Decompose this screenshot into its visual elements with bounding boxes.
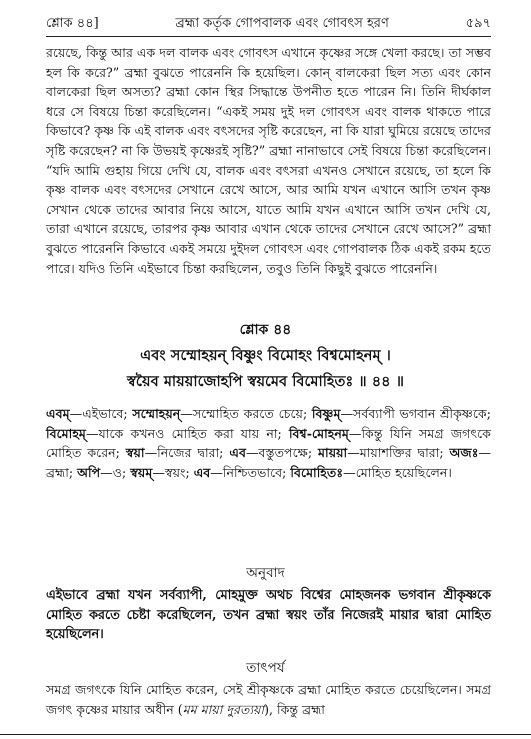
wm-word: অপি <box>77 464 101 480</box>
wm-meaning: মায়াশক্তির দ্বারা; <box>359 445 450 461</box>
page-header <box>46 14 491 34</box>
wm-meaning: ব্রহ্মা; <box>46 464 78 480</box>
running-title: ব্রহ্মা কর্তৃক গোপবালক এবং গোবৎস হরণ <box>175 16 389 31</box>
header-rule <box>46 36 491 37</box>
verse-heading: শ্লোক ৪৪ <box>239 322 292 338</box>
wm-meaning: নিশ্চিতভাবে; <box>222 464 291 480</box>
purport-heading: তাৎপর্য <box>246 660 285 676</box>
chapter-verse-ref: শ্লোক ৪৪] <box>46 16 99 31</box>
verse-line-1: এবং সম্মোহয়ন্ বিষ্ণুং বিমোহং বিশ্বমোহনম্ । <box>140 347 391 364</box>
wm-word: এব <box>229 445 246 461</box>
wm-word: সম্মোহয়ন্ <box>132 406 181 421</box>
verse-line-2: স্বয়ৈব মায়য়াজোহপি স্বয়মেব বিমোহিতঃ ॥ ৪৪ ॥ <box>127 373 404 390</box>
purport-text <box>46 680 491 719</box>
wm-meaning: নিজের দ্বারা; <box>157 445 230 461</box>
wm-meaning: এইভাবে; <box>82 406 133 421</box>
wm-meaning: কিন্তু যিনি সমগ্র জগৎকে মোহিত করেন; <box>46 425 491 461</box>
wm-word: এবম্ <box>46 406 70 421</box>
wm-meaning: মোহিত হয়েছিলেন। <box>355 464 452 480</box>
wm-word: এব <box>193 464 211 480</box>
wm-meaning: ও; <box>112 464 131 480</box>
wm-word: বিশ্ব-মোহনম্ <box>288 425 349 441</box>
body-paragraph: রয়েছে, কিন্তু আর এক দল বালক এবং গোবৎস এখানে কৃষ্ণের সঙ্গে খেলা করছে। তা সম্ভব হল কি করে?” ব্রহ্মা বুঝতে পারেননি কি হয়েছিল। কোন্ বালকেরা ছিল সত্য এবং কোন বালকেরা ছিল অসত্য? ব্রহ্মা কোন স্থির সিদ্ধান্তে উপনীত হতে পারেন নি। তিনি দীর্ঘকাল ধরে সে বিষয়ে চিন্তা করেছিলেন। “একই সময় দুই দল গোবৎস এবং বালক থাকতে পারে কিভাবে? কৃষ্ণ কি এই বালক এবং বৎসদের সৃষ্টি করেছেন, না কি যারা ঘুমিয়ে রয়েছে তাদের সৃষ্টি করেছেন? না কি উভয়ই কৃষ্ণেরই সৃষ্টি?” ব্রহ্মা নানাভাবে সেই বিষয়ে চিন্তা করেছিলেন। “যদি আমি গুহায় গিয়ে দেখি যে, বালক এবং বৎসরা এখনও সেখানে রয়েছে, তা হলে কি কৃষ্ণ বালক এবং বৎসদের সেখানে রেখে আসে, আর আমি যখন এখানে আসি তখন কৃষ্ণ সেখান থেকে তাদের আবার নিয়ে আসে, যাতে আমি যখন এখানে আসি তখন দেখি যে, তারা এখানে রয়েছে, তারপর কৃষ্ণ আবার এখান থেকে তাদের সেখানে রেখে আসে?” ব্রহ্মা বুঝতে পারেননি কিভাবে একই সময়ে দুইদল গোবৎস এবং গোপবালক ঠিক একই রকম হতে পারে। যদিও তিনি এইভাবে চিন্তা করছিলেন, তবুও তিনি কিছুই বুঝতে পারেননি। <box>46 45 491 276</box>
purport-start: সমগ্র জগৎকে যিনি মোহিত করেন, সেই শ্রীকৃষ্ণকে ব্রহ্মা মোহিত করতে চেয়েছিলেন। সমগ্র জগৎ কৃষ্ণের মায়ার অধীন ( <box>46 682 491 717</box>
purport-quote: মম মায়া দুরত্যয়া <box>182 701 265 717</box>
wm-word: অজঃ <box>449 445 479 461</box>
wm-word: মায়য়া <box>318 445 348 461</box>
wm-meaning: স্বয়ং; <box>164 464 194 480</box>
wm-word: বিমোহম্ <box>46 425 86 441</box>
footer-rule <box>0 734 531 735</box>
wm-meaning: সম্মোহিত করতে চেয়ে; <box>192 406 312 421</box>
purport-end: ), কিন্তু ব্রহ্মা <box>264 701 325 717</box>
wm-meaning: সর্বব্যাপী ভগবান শ্রীকৃষ্ণকে; <box>353 406 491 421</box>
translation-text: এইভাবে ব্রহ্মা যখন সর্বব্যাপী, মোহমুক্ত অথচ বিশ্বের মোহজনক ভগবান শ্রীকৃষ্ণকে মোহিত করতে চেষ্টা করেছিলেন, তখন ব্রহ্মা স্বয়ং তাঁর নিজেরই মায়ার দ্বারা মোহিত হয়েছিলেন। <box>46 588 491 643</box>
wm-word: স্বয়া <box>125 445 145 461</box>
translation-heading: অনুবাদ <box>246 565 285 581</box>
wm-word: বিষ্ণুম্ <box>311 406 341 421</box>
wm-word: স্বয়ম্ <box>130 464 153 480</box>
word-for-word-meanings: এবম্—এইভাবে; সম্মোহয়ন্—সম্মোহিত করতে চেয়ে; বিষ্ণুম্—সর্বব্যাপী ভগবান শ্রীকৃষ্ণকে; বিমোহম্—যাকে কখনও মোহিত করা যায় না; বিশ্ব-মোহনম্—কিন্তু যিনি সমগ্র জগৎকে মোহিত করেন; স্বয়া—নিজের দ্বারা; এব—বস্তুতপক্ষে; মায়য়া—মায়াশক্তির দ্বারা; অজঃ—ব্রহ্মা; অপি—ও; স্বয়ম্—স্বয়ং; এব—নিশ্চিতভাবে; বিমোহিতঃ—মোহিত হয়েছিলেন। <box>46 406 491 480</box>
wm-meaning: বস্তুতপক্ষে; <box>258 445 319 461</box>
wm-word: বিমোহিতঃ <box>290 464 344 480</box>
wm-meaning: যাকে কখনও মোহিত করা যায় না; <box>98 425 289 441</box>
page-number: ৫৯৭ <box>465 16 491 31</box>
